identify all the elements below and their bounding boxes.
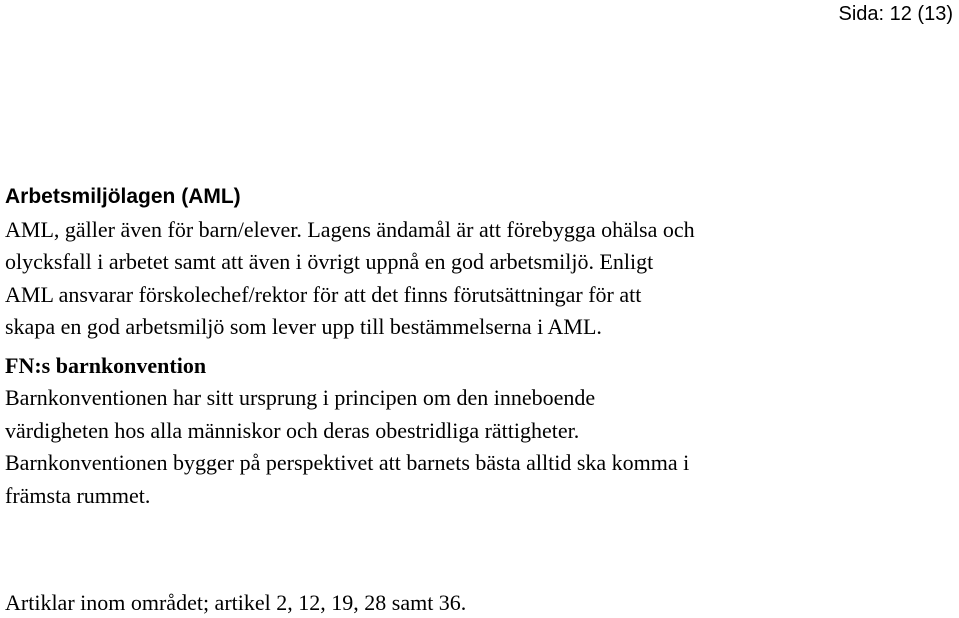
section-barnkonvention <box>5 350 950 513</box>
text-line: Barnkonventionen bygger på perspektivet att barnets bästa alltid ska komma i <box>5 450 690 475</box>
text-line: AML, gäller även för barn/elever. Lagens ändamål är att förebygga ohälsa och <box>5 216 695 242</box>
section-heading-aml: Arbetsmiljölagen (AML) <box>5 185 241 208</box>
text-line: olycksfall i arbetet samt att även i övrigt uppnå en god arbetsmiljö. Enligt <box>5 249 654 274</box>
text-line: främsta rummet. <box>5 482 151 508</box>
document-body <box>5 181 950 512</box>
paragraph-aml <box>5 214 950 344</box>
text-line: värdigheten hos alla människor och deras obestridliga rättigheter. <box>5 417 580 443</box>
page-number: Sida: 12 (13) <box>838 3 953 25</box>
text-line: AML ansvarar förskolechef/rektor för att det finns förutsättningar för att <box>5 281 642 307</box>
section-arbetsmiljolagen <box>5 181 950 344</box>
text-line: Barnkonventionen har sitt ursprung i principen om den inneboende <box>5 385 596 410</box>
text-line: skapa en god arbetsmiljö som lever upp till bestämmelserna i AML. <box>5 314 602 339</box>
section-heading-barnkonvention: FN:s barnkonvention <box>5 352 207 378</box>
paragraph-barnkonvention <box>5 382 950 512</box>
articles-line: Artiklar inom området; artikel 2, 12, 19, 28 samt 36. <box>5 590 467 615</box>
